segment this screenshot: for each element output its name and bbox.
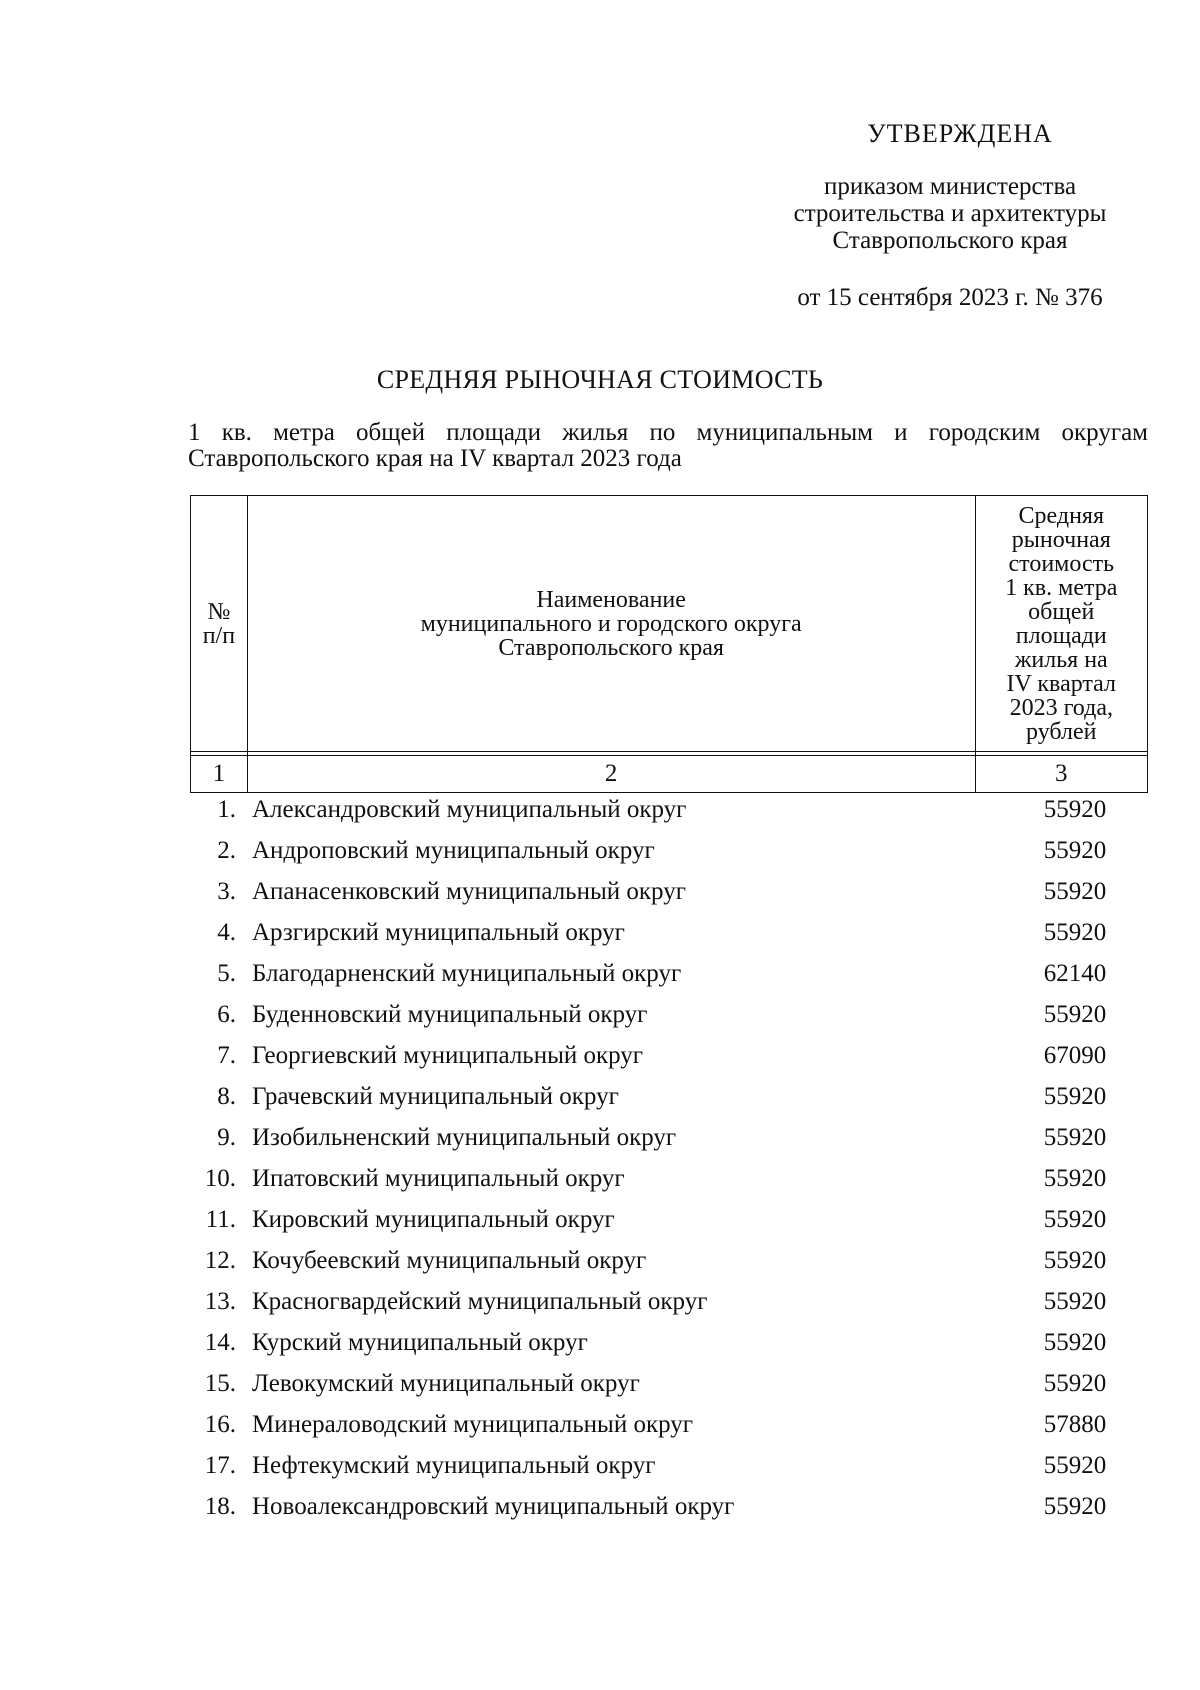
table-row (190, 1323, 1148, 1364)
row-number: 1. (217, 796, 236, 823)
document-subtitle (188, 420, 1148, 472)
document-title: СРЕДНЯЯ РЫНОЧНАЯ СТОИМОСТЬ (376, 365, 824, 394)
row-price-value: 55920 (1043, 1370, 1107, 1397)
table-row (190, 790, 1148, 831)
header-price-line: рублей (1026, 719, 1097, 745)
row-number: 14. (204, 1329, 236, 1356)
table-row (190, 1487, 1148, 1528)
table-row (190, 1159, 1148, 1200)
table-row (190, 1241, 1148, 1282)
row-price-value: 55920 (1043, 1329, 1107, 1356)
row-number: 3. (217, 878, 236, 905)
table-row (190, 913, 1148, 954)
header-name-line: Наименование (536, 586, 686, 613)
header-num-line: п/п (202, 622, 236, 649)
row-price-value: 67090 (1043, 1042, 1107, 1069)
row-district-name: Апанасенковский муниципальный округ (252, 878, 686, 905)
order-line: Ставропольского края (832, 227, 1068, 254)
row-price-value: 55920 (1043, 1493, 1107, 1520)
header-name-line: Ставропольского края (498, 634, 724, 661)
row-number: 12. (204, 1247, 236, 1274)
row-district-name: Изобильненский муниципальный округ (252, 1124, 677, 1151)
order-reference (760, 173, 1140, 254)
header-num-line: № (207, 598, 231, 625)
table-row (190, 954, 1148, 995)
header-price-line: площади (1015, 623, 1107, 649)
table-row (190, 1077, 1148, 1118)
approval-block (760, 120, 1140, 311)
row-number: 4. (217, 919, 236, 946)
table-row (190, 1446, 1148, 1487)
row-district-name: Буденновский муниципальный округ (252, 1001, 648, 1028)
approved-label: УТВЕРЖДЕНА (867, 119, 1053, 148)
header-name (247, 496, 975, 752)
row-price-value: 55920 (1043, 1083, 1107, 1110)
row-number: 2. (217, 837, 236, 864)
row-district-name: Левокумский муниципальный округ (252, 1370, 640, 1397)
row-price-value: 55920 (1043, 1452, 1107, 1479)
row-price-value: 55920 (1043, 919, 1107, 946)
table-row (190, 872, 1148, 913)
row-district-name: Георгиевский муниципальный округ (252, 1042, 644, 1069)
row-district-name: Нефтекумский муниципальный округ (252, 1452, 656, 1479)
row-district-name: Курский муниципальный округ (252, 1329, 588, 1356)
row-number: 15. (204, 1370, 236, 1397)
table-row (190, 1200, 1148, 1241)
header-name-line: муниципального и городского округа (420, 610, 802, 637)
subtitle-line: Ставропольского края на IV квартал 2023 года (188, 445, 682, 472)
row-price-value: 55920 (1043, 878, 1107, 905)
row-district-name: Кочубеевский муниципальный округ (252, 1247, 647, 1274)
table-row (190, 1118, 1148, 1159)
row-district-name: Красногвардейский муниципальный округ (252, 1288, 708, 1315)
row-district-name: Александровский муниципальный округ (252, 796, 687, 823)
table-row (190, 1282, 1148, 1323)
row-district-name: Благодарненский муниципальный округ (252, 960, 682, 987)
column-number-row (191, 756, 1148, 793)
subtitle-line: 1 кв. метра общей площади жилья по муниципальным и городским округам (188, 419, 1148, 446)
row-price-value: 55920 (1043, 1001, 1107, 1028)
row-price-value: 57880 (1043, 1411, 1107, 1438)
row-district-name: Минераловодский муниципальный округ (252, 1411, 694, 1438)
table-row (190, 1364, 1148, 1405)
row-district-name: Андроповский муниципальный округ (252, 837, 655, 864)
header-price-line: 2023 года, (1009, 695, 1113, 721)
header-price-line: рыночная (1011, 527, 1111, 553)
order-line: строительства и архитектуры (793, 200, 1107, 227)
row-price-value: 55920 (1043, 1165, 1107, 1192)
header-row (191, 496, 1148, 752)
header-price (975, 496, 1147, 752)
row-district-name: Грачевский муниципальный округ (252, 1083, 619, 1110)
table-row (190, 995, 1148, 1036)
row-number: 6. (217, 1001, 236, 1028)
header-price-line: общей (1028, 599, 1095, 625)
table-row (190, 831, 1148, 872)
table-row (190, 1036, 1148, 1077)
row-price-value: 55920 (1043, 1247, 1107, 1274)
row-number: 17. (204, 1452, 236, 1479)
header-price-line: стоимость (1008, 551, 1115, 577)
order-line: приказом министерства (823, 173, 1077, 200)
row-price-value: 55920 (1043, 1206, 1107, 1233)
row-price-value: 55920 (1043, 796, 1107, 823)
column-number: 3 (975, 756, 1147, 793)
row-district-name: Новоалександровский муниципальный округ (252, 1493, 735, 1520)
row-number: 8. (217, 1083, 236, 1110)
row-price-value: 55920 (1043, 837, 1107, 864)
row-number: 11. (205, 1206, 236, 1233)
order-date: от 15 сентября 2023 г. № 376 (797, 284, 1103, 311)
row-number: 16. (204, 1411, 236, 1438)
row-number: 10. (204, 1165, 236, 1192)
row-price-value: 55920 (1043, 1124, 1107, 1151)
table-row (190, 1405, 1148, 1446)
column-number: 1 (191, 756, 248, 793)
column-number: 2 (247, 756, 975, 793)
header-num (191, 496, 248, 752)
header-price-line: 1 кв. метра (1005, 575, 1118, 601)
table-header (190, 495, 1148, 793)
row-number: 13. (204, 1288, 236, 1315)
header-price-line: IV квартал (1006, 671, 1117, 697)
row-price-value: 62140 (1043, 960, 1107, 987)
row-price-value: 55920 (1043, 1288, 1107, 1315)
row-district-name: Арзгирский муниципальный округ (252, 919, 625, 946)
row-district-name: Ипатовский муниципальный округ (252, 1165, 625, 1192)
row-district-name: Кировский муниципальный округ (252, 1206, 615, 1233)
row-number: 5. (217, 960, 236, 987)
table-body (190, 790, 1148, 1528)
header-price-line: Средняя (1018, 503, 1105, 529)
row-number: 18. (204, 1493, 236, 1520)
row-number: 7. (217, 1042, 236, 1069)
header-price-line: жилья на (1014, 647, 1108, 673)
row-number: 9. (217, 1124, 236, 1151)
